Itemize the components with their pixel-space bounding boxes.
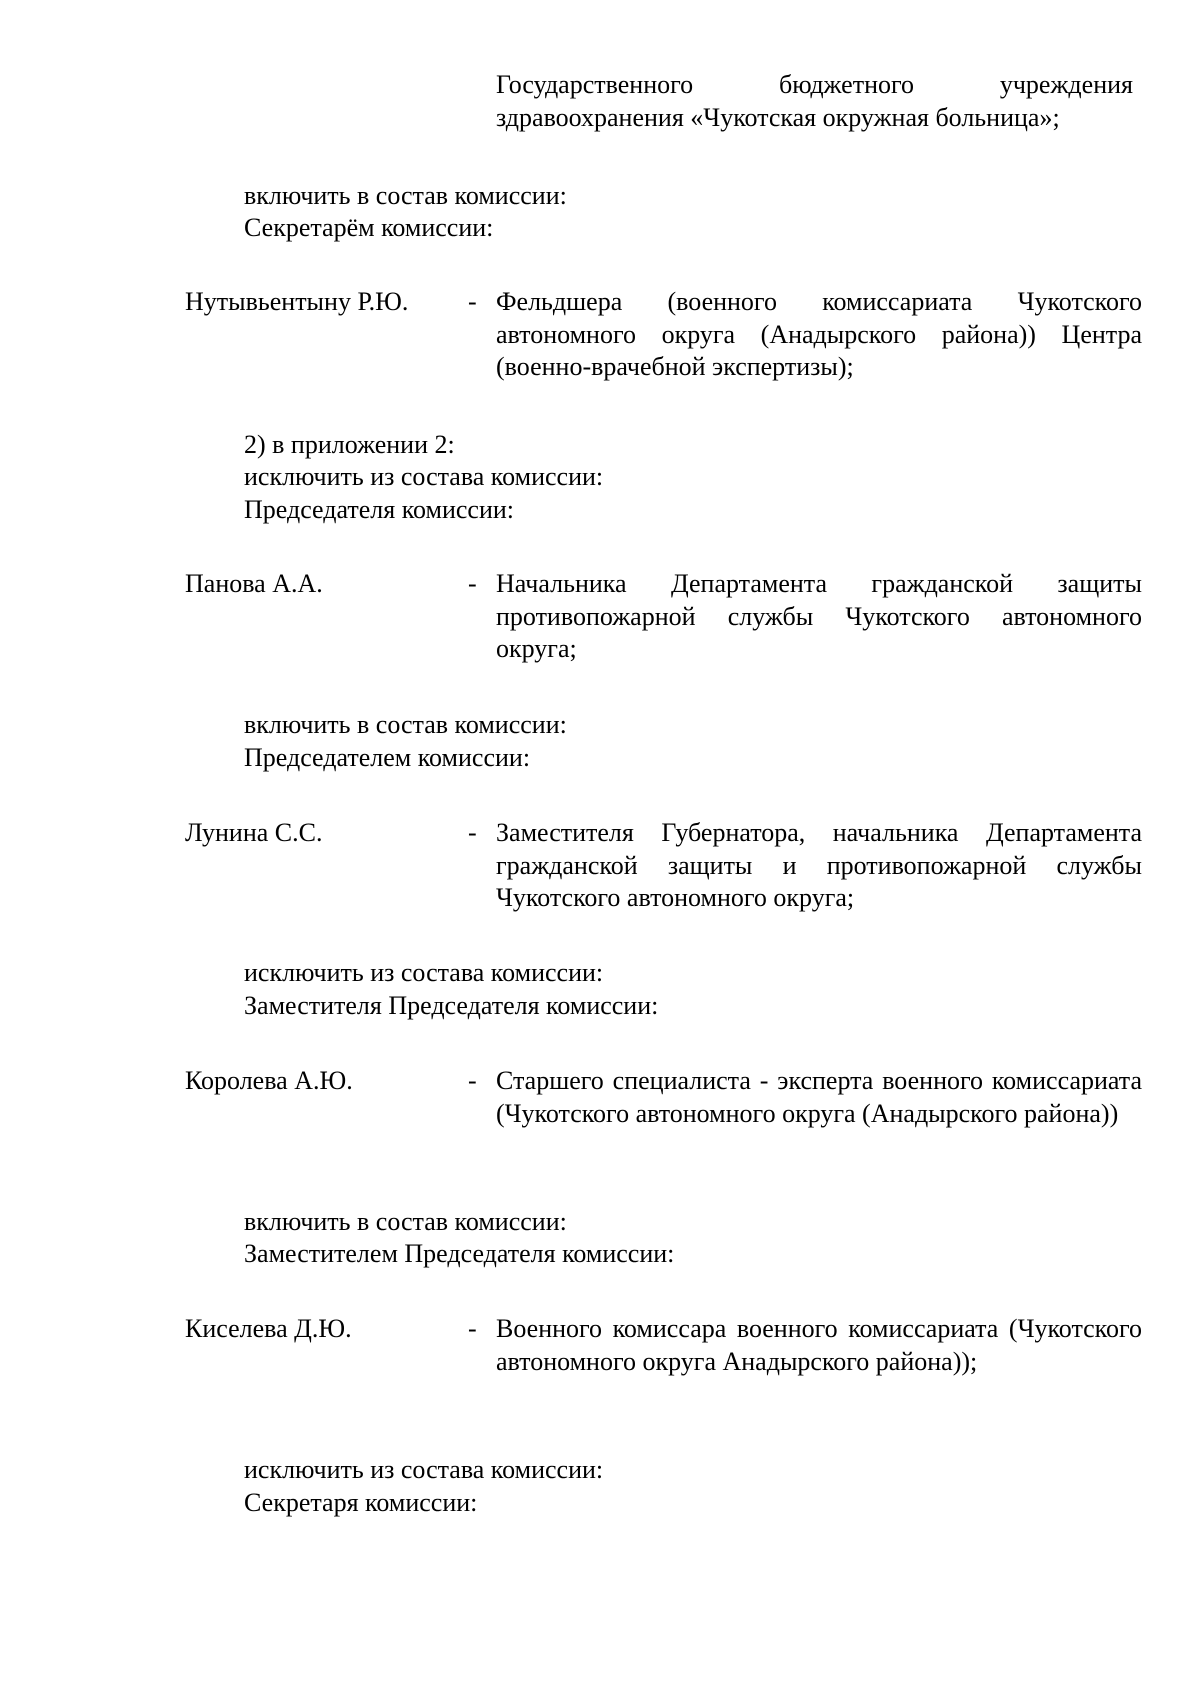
position-description: Начальника Департамента гражданской защиты противопожарной службы Чукотского автономного округа; xyxy=(496,569,1142,663)
dash-separator: - xyxy=(468,818,477,847)
role-heading: Председателем комиссии: xyxy=(244,743,531,772)
instruction-line: включить в состав комиссии: xyxy=(244,1207,567,1236)
instruction-line: включить в состав комиссии: xyxy=(244,710,567,739)
instruction-line: включить в состав комиссии: xyxy=(244,181,567,210)
person-name: Панова А.А. xyxy=(185,569,323,598)
instruction-line: исключить из состава комиссии: xyxy=(244,958,604,987)
person-name: Киселева Д.Ю. xyxy=(185,1314,352,1343)
position-description: Старшего специалиста - эксперта военного комиссариата (Чукотского автономного округа (Анадырского района)) xyxy=(496,1066,1142,1128)
position-description: Заместителя Губернатора, начальника Департамента гражданской защиты и противопожарной службы Чукотского автономного округа; xyxy=(496,818,1142,912)
person-name: Лунина С.С. xyxy=(185,818,323,847)
dash-separator: - xyxy=(468,1314,477,1343)
role-heading: Секретаря комиссии: xyxy=(244,1488,478,1517)
instruction-line: исключить из состава комиссии: xyxy=(244,1455,604,1484)
role-heading: Заместителем Председателя комиссии: xyxy=(244,1239,675,1268)
person-name: Королева А.Ю. xyxy=(185,1066,353,1095)
position-description: Фельдшера (военного комиссариата Чукотского автономного округа (Анадырского района)) Центра (военно-врачебной экспертизы); xyxy=(496,287,1142,381)
role-heading: Секретарём комиссии: xyxy=(244,213,494,242)
dash-separator: - xyxy=(468,1066,477,1095)
person-name: Нутывьентыну Р.Ю. xyxy=(185,287,409,316)
section-heading: 2) в приложении 2: xyxy=(244,430,455,459)
dash-separator: - xyxy=(468,287,477,316)
instruction-line: исключить из состава комиссии: xyxy=(244,462,604,491)
position-description: Военного комиссара военного комиссариата (Чукотского автономного округа Анадырского района)); xyxy=(496,1314,1142,1376)
role-heading: Председателя комиссии: xyxy=(244,495,515,524)
dash-separator: - xyxy=(468,569,477,598)
continuation-paragraph: Государственного бюджетного учреждения здравоохранения «Чукотская окружная больница»; xyxy=(496,70,1133,132)
role-heading: Заместителя Председателя комиссии: xyxy=(244,991,659,1020)
